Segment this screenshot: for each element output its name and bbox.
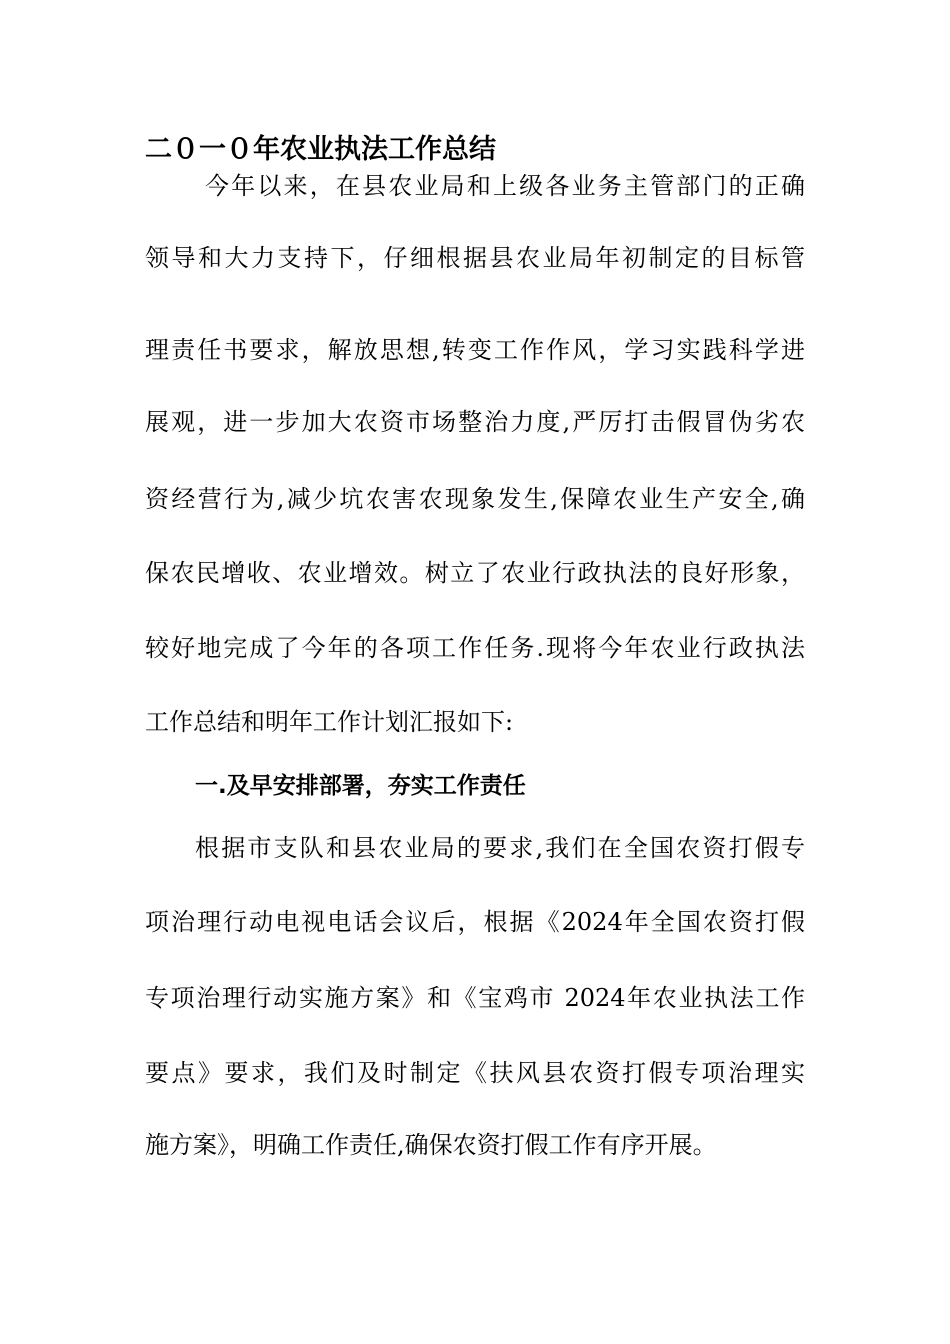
paragraph-line: 项治理行动电视电话会议后，根据《2024年全国农资打假 [145,908,805,936]
paragraph-line: 施方案》，明确工作责任,确保农资打假工作有序开展。 [145,1131,717,1159]
paragraph-line: 展观，进一步加大农资市场整治力度,严厉打击假冒伪劣农 [145,408,805,436]
paragraph-line: 今年以来，在县农业局和上级各业务主管部门的正确 [205,172,805,200]
paragraph-line: 要点》要求，我们及时制定《扶风县农资打假专项治理实 [145,1059,805,1087]
section-heading: 一.及早安排部署，夯实工作责任 [195,773,526,799]
paragraph-line: 较好地完成了今年的各项工作任务.现将今年农业行政执法 [145,634,805,662]
paragraph-line: 领导和大力支持下，仔细根据县农业局年初制定的目标管 [145,244,805,272]
document-title: 二０一０年农业执法工作总结 [145,134,496,165]
paragraph-line: 根据市支队和县农业局的要求,我们在全国农资打假专 [195,834,805,862]
paragraph-line: 理责任书要求，解放思想,转变工作作风，学习实践科学进 [145,336,805,364]
paragraph-line: 保农民增收、农业增效。树立了农业行政执法的良好形象， [145,559,805,587]
paragraph-line: 专项治理行动实施方案》和《宝鸡市 2024年农业执法工作 [145,984,805,1012]
paragraph-line: 资经营行为,减少坑农害农现象发生,保障农业生产安全,确 [145,485,805,513]
paragraph-line: 工作总结和明年工作计划汇报如下: [145,708,514,736]
